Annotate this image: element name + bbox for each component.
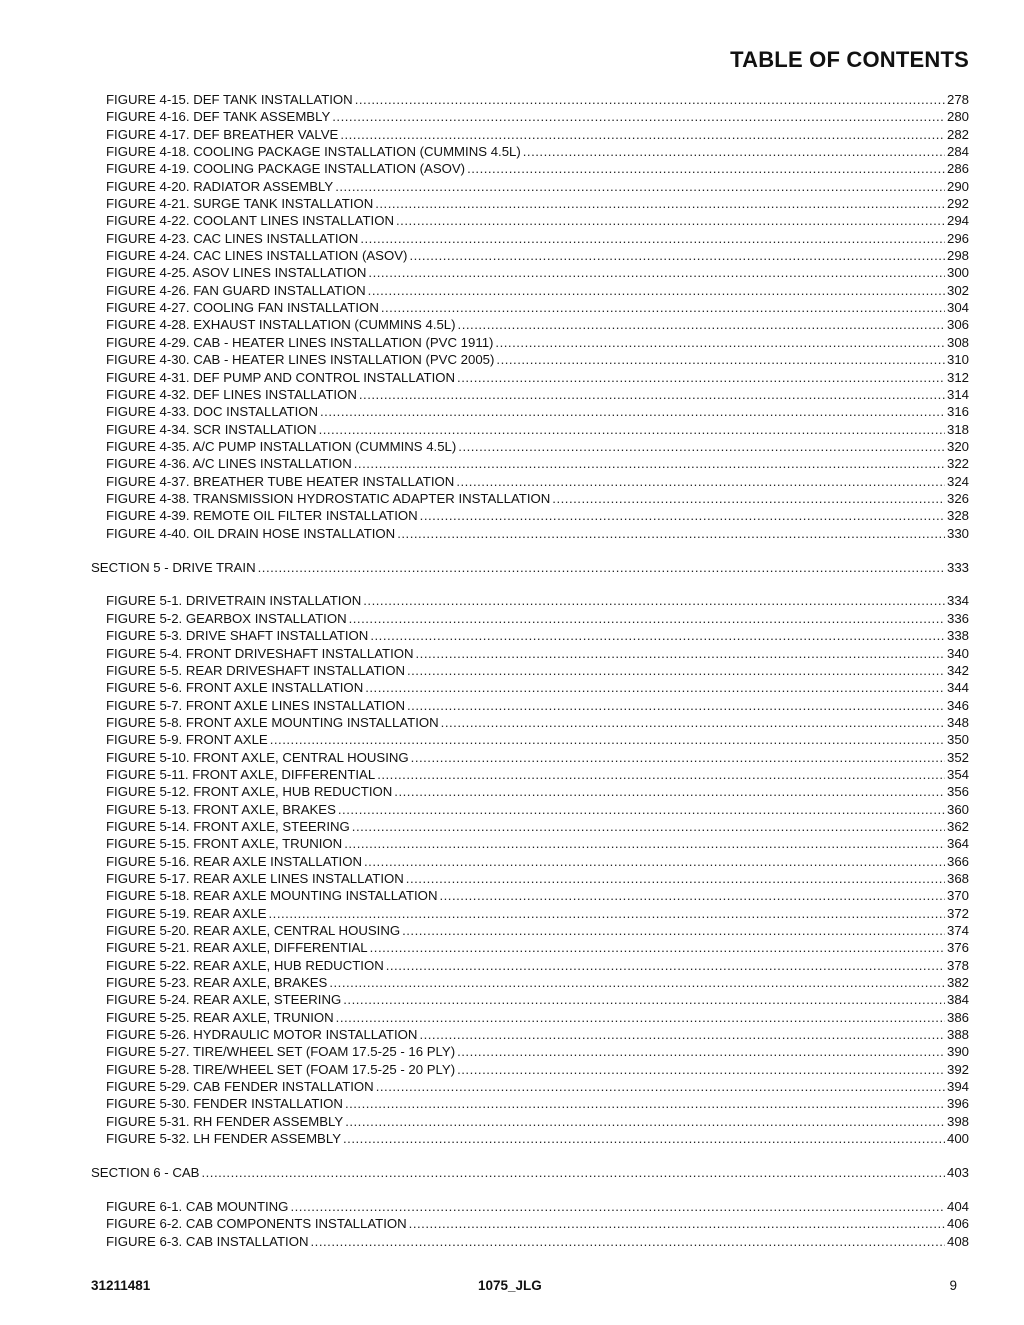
toc-entry-label: FIGURE 4-31. DEF PUMP AND CONTROL INSTALLATION: [106, 369, 456, 385]
toc-figure-entry[interactable]: [0, 1130, 1024, 1147]
toc-figure-entry[interactable]: [0, 714, 1024, 731]
toc-dot-leader: [336, 1009, 945, 1026]
toc-dot-leader: [319, 421, 945, 438]
toc-entry-label: FIGURE 5-22. REAR AXLE, HUB REDUCTION: [106, 957, 384, 973]
toc-figure-entry[interactable]: [0, 783, 1024, 800]
toc-entry-page: 304: [946, 300, 969, 316]
toc-dot-leader: [370, 939, 945, 956]
toc-figure-entry[interactable]: [0, 178, 1024, 195]
toc-dot-leader: [364, 853, 945, 870]
toc-entry-label: FIGURE 4-32. DEF LINES INSTALLATION: [106, 386, 357, 402]
toc-entry-page: 300: [946, 265, 969, 281]
toc-entry-label: FIGURE 5-1. DRIVETRAIN INSTALLATION: [106, 593, 362, 609]
toc-entry-page: 374: [946, 923, 969, 938]
toc-entry-page: 356: [946, 784, 969, 800]
toc-figure-entry[interactable]: [0, 421, 1024, 438]
toc-entry-page: 328: [946, 508, 969, 524]
toc-entry-label: FIGURE 4-18. COOLING PACKAGE INSTALLATION (CUMMINS 4.5L): [106, 144, 521, 160]
toc-dot-leader: [381, 299, 945, 316]
toc-dot-leader: [467, 160, 945, 177]
footer-page-number: 9: [949, 1278, 957, 1293]
toc-dot-leader: [396, 212, 945, 229]
toc-entry-page: 338: [946, 628, 969, 644]
toc-dot-leader: [345, 1113, 945, 1130]
toc-figure-entry[interactable]: [0, 212, 1024, 229]
toc-entry-page: 284: [946, 144, 969, 160]
toc-dot-leader: [411, 749, 945, 766]
toc-entry-page: 318: [946, 421, 969, 437]
toc-figure-entry[interactable]: [0, 1198, 1024, 1215]
toc-dot-leader: [332, 108, 945, 125]
toc-entry-page: 400: [946, 1131, 969, 1147]
toc-entry-page: 376: [946, 940, 969, 956]
toc-dot-leader: [416, 645, 945, 662]
toc-dot-leader: [458, 438, 945, 455]
toc-entry-label: FIGURE 4-34. SCR INSTALLATION: [106, 421, 317, 437]
toc-entry-page: 314: [946, 386, 969, 402]
toc-figure-entry[interactable]: [0, 438, 1024, 455]
toc-figure-entry[interactable]: [0, 991, 1024, 1008]
toc-entry-label: FIGURE 5-11. FRONT AXLE, DIFFERENTIAL: [106, 766, 376, 782]
toc-figure-entry[interactable]: [0, 662, 1024, 679]
toc-entry-page: 372: [946, 905, 969, 921]
toc-entry-label: FIGURE 5-15. FRONT AXLE, TRUNION: [106, 836, 343, 852]
toc-figure-entry[interactable]: [0, 610, 1024, 627]
toc-entry-label: FIGURE 5-10. FRONT AXLE, CENTRAL HOUSING: [106, 749, 409, 765]
toc-entry-label: FIGURE 5-12. FRONT AXLE, HUB REDUCTION: [106, 784, 393, 800]
toc-entry-page: 312: [946, 369, 969, 385]
toc-figure-entry[interactable]: [0, 870, 1024, 887]
toc-figure-entry[interactable]: [0, 697, 1024, 714]
toc-dot-leader: [270, 731, 945, 748]
toc-entry-page: 382: [946, 975, 969, 991]
table-of-contents: [0, 91, 1024, 1250]
toc-entry-label: FIGURE 6-3. CAB INSTALLATION: [106, 1233, 309, 1249]
toc-dot-leader: [376, 1078, 945, 1095]
toc-dot-leader: [343, 991, 945, 1008]
toc-entry-label: FIGURE 4-37. BREATHER TUBE HEATER INSTALLATION: [106, 473, 455, 489]
toc-figure-entry[interactable]: [0, 853, 1024, 870]
toc-figure-entry[interactable]: [0, 264, 1024, 281]
toc-entry-label: FIGURE 5-24. REAR AXLE, STEERING: [106, 992, 342, 1008]
toc-entry-label: SECTION 6 - CAB: [91, 1165, 200, 1181]
toc-dot-leader: [407, 697, 945, 714]
toc-entry-label: FIGURE 5-29. CAB FENDER INSTALLATION: [106, 1079, 374, 1095]
toc-dot-leader: [349, 610, 945, 627]
toc-entry-label: FIGURE 5-31. RH FENDER ASSEMBLY: [106, 1113, 344, 1129]
toc-dot-leader: [355, 91, 945, 108]
toc-dot-leader: [407, 662, 945, 679]
toc-dot-leader: [370, 627, 945, 644]
footer-model: 1075_JLG: [478, 1278, 542, 1293]
toc-entry-page: 340: [946, 645, 969, 661]
toc-dot-leader: [335, 178, 945, 195]
toc-entry-page: 394: [946, 1079, 969, 1095]
toc-figure-entry[interactable]: [0, 1026, 1024, 1043]
toc-entry-label: FIGURE 5-16. REAR AXLE INSTALLATION: [106, 853, 363, 869]
toc-entry-page: 384: [946, 992, 969, 1008]
toc-entry-page: 278: [946, 92, 969, 107]
toc-entry-label: FIGURE 5-32. LH FENDER ASSEMBLY: [106, 1131, 341, 1147]
toc-entry-page: 294: [946, 213, 969, 229]
toc-entry-label: FIGURE 5-19. REAR AXLE: [106, 905, 267, 921]
toc-entry-label: FIGURE 5-20. REAR AXLE, CENTRAL HOUSING: [106, 923, 401, 938]
toc-dot-leader: [201, 1164, 945, 1181]
toc-dot-leader: [377, 766, 945, 783]
footer-doc-number: 31211481: [91, 1278, 151, 1293]
toc-entry-page: 322: [946, 456, 969, 472]
toc-entry-page: 346: [946, 697, 969, 713]
toc-entry-page: 310: [946, 352, 969, 368]
toc-dot-leader: [375, 195, 945, 212]
toc-entry-label: FIGURE 4-21. SURGE TANK INSTALLATION: [106, 196, 374, 212]
toc-figure-entry[interactable]: [0, 1061, 1024, 1078]
toc-dot-leader: [359, 386, 945, 403]
toc-entry-label: FIGURE 4-35. A/C PUMP INSTALLATION (CUMMINS 4.5L): [106, 438, 457, 454]
toc-entry-label: FIGURE 5-8. FRONT AXLE MOUNTING INSTALLATION: [106, 714, 439, 730]
toc-dot-leader: [343, 1130, 945, 1147]
toc-entry-page: 388: [946, 1027, 969, 1043]
toc-figure-entry[interactable]: [0, 230, 1024, 247]
toc-entry-page: 290: [946, 178, 969, 194]
toc-entry-page: 306: [946, 317, 969, 333]
toc-entry-page: 392: [946, 1061, 969, 1077]
toc-entry-label: FIGURE 5-7. FRONT AXLE LINES INSTALLATION: [106, 697, 405, 713]
toc-entry-label: FIGURE 4-24. CAC LINES INSTALLATION (ASOV): [106, 248, 408, 264]
toc-entry-label: FIGURE 4-19. COOLING PACKAGE INSTALLATION (ASOV): [106, 161, 466, 177]
toc-entry-label: FIGURE 4-22. COOLANT LINES INSTALLATION: [106, 213, 394, 229]
toc-dot-leader: [457, 1043, 945, 1060]
toc-dot-leader: [368, 264, 945, 281]
toc-entry-page: 354: [946, 766, 969, 782]
toc-figure-entry[interactable]: [0, 645, 1024, 662]
toc-entry-label: FIGURE 4-16. DEF TANK ASSEMBLY: [106, 109, 331, 125]
toc-figure-entry[interactable]: [0, 592, 1024, 609]
toc-entry-page: 368: [946, 870, 969, 886]
toc-entry-label: FIGURE 5-30. FENDER INSTALLATION: [106, 1096, 343, 1112]
toc-entry-page: 350: [946, 732, 969, 748]
toc-entry-page: 344: [946, 680, 969, 696]
toc-figure-entry[interactable]: [0, 473, 1024, 490]
toc-entry-label: FIGURE 4-38. TRANSMISSION HYDROSTATIC ADAPTER INSTALLATION: [106, 490, 551, 506]
toc-dot-leader: [457, 1061, 945, 1078]
toc-entry-label: FIGURE 5-5. REAR DRIVESHAFT INSTALLATION: [106, 662, 405, 678]
toc-dot-leader: [340, 126, 945, 143]
toc-figure-entry[interactable]: [0, 455, 1024, 472]
toc-entry-label: FIGURE 5-17. REAR AXLE LINES INSTALLATION: [106, 870, 404, 886]
toc-dot-leader: [269, 905, 945, 922]
toc-figure-entry[interactable]: [0, 351, 1024, 368]
toc-dot-leader: [338, 801, 945, 818]
toc-entry-label: FIGURE 6-1. CAB MOUNTING: [106, 1199, 289, 1214]
toc-figure-entry[interactable]: [0, 887, 1024, 904]
toc-dot-leader: [552, 490, 945, 507]
toc-entry-page: 390: [946, 1044, 969, 1060]
toc-figure-entry[interactable]: [0, 766, 1024, 783]
toc-figure-entry[interactable]: [0, 369, 1024, 386]
toc-entry-page: 282: [946, 126, 969, 142]
toc-figure-entry[interactable]: [0, 1078, 1024, 1095]
toc-figure-entry[interactable]: [0, 749, 1024, 766]
toc-entry-page: 366: [946, 853, 969, 869]
toc-figure-entry[interactable]: [0, 143, 1024, 160]
toc-entry-page: 408: [946, 1233, 969, 1249]
toc-entry-page: 280: [946, 109, 969, 125]
toc-entry-page: 324: [946, 473, 969, 489]
toc-entry-label: FIGURE 4-15. DEF TANK INSTALLATION: [106, 92, 353, 107]
toc-entry-label: FIGURE 6-2. CAB COMPONENTS INSTALLATION: [106, 1216, 407, 1232]
toc-entry-label: FIGURE 5-14. FRONT AXLE, STEERING: [106, 818, 350, 834]
toc-entry-label: FIGURE 5-2. GEARBOX INSTALLATION: [106, 610, 347, 626]
toc-dot-leader: [419, 1026, 945, 1043]
toc-entry-label: FIGURE 4-28. EXHAUST INSTALLATION (CUMMINS 4.5L): [106, 317, 456, 333]
toc-dot-leader: [360, 230, 945, 247]
toc-entry-label: FIGURE 5-13. FRONT AXLE, BRAKES: [106, 801, 336, 817]
toc-dot-leader: [368, 282, 945, 299]
toc-entry-label: FIGURE 5-21. REAR AXLE, DIFFERENTIAL: [106, 940, 368, 956]
toc-entry-label: FIGURE 4-25. ASOV LINES INSTALLATION: [106, 265, 367, 281]
toc-entry-page: 326: [946, 490, 969, 506]
toc-figure-entry[interactable]: [0, 195, 1024, 212]
toc-dot-leader: [311, 1233, 945, 1250]
toc-entry-label: FIGURE 4-17. DEF BREATHER VALVE: [106, 126, 339, 142]
toc-entry-label: FIGURE 4-23. CAC LINES INSTALLATION: [106, 230, 359, 246]
toc-figure-entry[interactable]: [0, 403, 1024, 420]
toc-entry-label: FIGURE 5-9. FRONT AXLE: [106, 732, 268, 748]
toc-entry-label: FIGURE 4-36. A/C LINES INSTALLATION: [106, 456, 352, 472]
toc-figure-entry[interactable]: [0, 247, 1024, 264]
toc-entry-label: FIGURE 4-20. RADIATOR ASSEMBLY: [106, 178, 334, 194]
toc-figure-entry[interactable]: [0, 1009, 1024, 1026]
toc-entry-label: FIGURE 5-27. TIRE/WHEEL SET (FOAM 17.5-25 - 16 PLY): [106, 1044, 456, 1060]
toc-dot-leader: [439, 887, 945, 904]
toc-entry-label: FIGURE 5-25. REAR AXLE, TRUNION: [106, 1009, 334, 1025]
toc-entry-label: FIGURE 4-26. FAN GUARD INSTALLATION: [106, 282, 366, 298]
toc-dot-leader: [363, 592, 945, 609]
toc-figure-entry[interactable]: [0, 1095, 1024, 1112]
toc-entry-page: 308: [946, 334, 969, 350]
toc-figure-entry[interactable]: [0, 679, 1024, 696]
toc-entry-page: 336: [946, 610, 969, 626]
toc-figure-entry[interactable]: [0, 731, 1024, 748]
toc-figure-entry[interactable]: [0, 818, 1024, 835]
toc-dot-leader: [441, 714, 945, 731]
toc-dot-leader: [406, 870, 945, 887]
toc-dot-leader: [495, 334, 945, 351]
toc-entry-label: FIGURE 5-4. FRONT DRIVESHAFT INSTALLATION: [106, 645, 414, 661]
toc-entry-page: 352: [946, 749, 969, 765]
toc-entry-page: 362: [946, 818, 969, 834]
toc-entry-page: 404: [946, 1199, 969, 1214]
toc-figure-entry[interactable]: [0, 835, 1024, 852]
toc-entry-label: FIGURE 4-40. OIL DRAIN HOSE INSTALLATION: [106, 525, 396, 541]
toc-entry-page: 398: [946, 1113, 969, 1129]
toc-dot-leader: [420, 507, 945, 524]
toc-figure-entry[interactable]: [0, 922, 1024, 939]
toc-entry-label: FIGURE 5-26. HYDRAULIC MOTOR INSTALLATION: [106, 1027, 418, 1043]
toc-entry-page: 320: [946, 438, 969, 454]
toc-figure-entry[interactable]: [0, 1043, 1024, 1060]
toc-figure-entry[interactable]: [0, 957, 1024, 974]
toc-entry-page: 386: [946, 1009, 969, 1025]
toc-entry-page: 406: [946, 1216, 969, 1232]
toc-entry-page: 378: [946, 957, 969, 973]
page-title: TABLE OF CONTENTS: [730, 47, 969, 72]
toc-dot-leader: [409, 247, 945, 264]
toc-entry-page: 396: [946, 1096, 969, 1112]
toc-dot-leader: [386, 957, 945, 974]
toc-figure-entry[interactable]: [0, 1113, 1024, 1130]
toc-dot-leader: [344, 835, 945, 852]
toc-entry-page: 334: [946, 593, 969, 609]
toc-figure-entry[interactable]: [0, 334, 1024, 351]
toc-entry-label: FIGURE 5-18. REAR AXLE MOUNTING INSTALLATION: [106, 888, 438, 904]
toc-figure-entry[interactable]: [0, 316, 1024, 333]
toc-figure-entry[interactable]: [0, 939, 1024, 956]
toc-entry-label: SECTION 5 - DRIVE TRAIN: [91, 559, 256, 575]
toc-figure-entry[interactable]: [0, 386, 1024, 403]
toc-dot-leader: [352, 818, 945, 835]
toc-dot-leader: [458, 316, 945, 333]
toc-dot-leader: [456, 473, 945, 490]
toc-entry-page: 360: [946, 801, 969, 817]
toc-dot-leader: [523, 143, 945, 160]
toc-figure-entry[interactable]: [0, 525, 1024, 542]
toc-dot-leader: [496, 351, 945, 368]
toc-dot-leader: [258, 559, 945, 576]
toc-figure-entry[interactable]: [0, 282, 1024, 299]
toc-entry-label: FIGURE 4-29. CAB - HEATER LINES INSTALLATION (PVC 1911): [106, 334, 494, 350]
toc-entry-page: 316: [946, 404, 969, 420]
toc-entry-label: FIGURE 4-33. DOC INSTALLATION: [106, 404, 319, 420]
toc-figure-entry[interactable]: [0, 91, 1024, 108]
toc-figure-entry[interactable]: [0, 160, 1024, 177]
toc-dot-leader: [397, 525, 945, 542]
toc-entry-label: FIGURE 4-27. COOLING FAN INSTALLATION: [106, 300, 379, 316]
toc-figure-entry[interactable]: [0, 627, 1024, 644]
toc-figure-entry[interactable]: [0, 1215, 1024, 1232]
toc-entry-page: 403: [946, 1165, 969, 1181]
toc-entry-label: FIGURE 5-6. FRONT AXLE INSTALLATION: [106, 680, 364, 696]
toc-entry-label: FIGURE 5-28. TIRE/WHEEL SET (FOAM 17.5-25 - 20 PLY): [106, 1061, 456, 1077]
toc-dot-leader: [290, 1198, 945, 1215]
toc-dot-leader: [345, 1095, 945, 1112]
toc-entry-page: 298: [946, 248, 969, 264]
toc-entry-page: 333: [946, 559, 969, 575]
toc-dot-leader: [329, 974, 945, 991]
toc-figure-entry[interactable]: [0, 490, 1024, 507]
toc-dot-leader: [457, 369, 945, 386]
toc-dot-leader: [320, 403, 945, 420]
toc-figure-entry[interactable]: [0, 126, 1024, 143]
toc-figure-entry[interactable]: [0, 801, 1024, 818]
toc-entry-page: 296: [946, 230, 969, 246]
toc-entry-label: FIGURE 4-30. CAB - HEATER LINES INSTALLATION (PVC 2005): [106, 352, 495, 368]
toc-figure-entry[interactable]: [0, 974, 1024, 991]
toc-entry-page: 364: [946, 836, 969, 852]
toc-dot-leader: [365, 679, 945, 696]
toc-section-entry[interactable]: [0, 1164, 1024, 1181]
toc-entry-page: 286: [946, 161, 969, 177]
toc-entry-page: 330: [946, 525, 969, 541]
toc-entry-page: 370: [946, 888, 969, 904]
toc-figure-entry[interactable]: [0, 299, 1024, 316]
toc-figure-entry[interactable]: [0, 108, 1024, 125]
toc-dot-leader: [354, 455, 945, 472]
toc-entry-label: FIGURE 4-39. REMOTE OIL FILTER INSTALLATION: [106, 508, 418, 524]
toc-section-entry[interactable]: [0, 559, 1024, 576]
page-footer: [0, 1278, 1024, 1296]
toc-entry-page: 302: [946, 282, 969, 298]
toc-figure-entry[interactable]: [0, 905, 1024, 922]
toc-dot-leader: [394, 783, 945, 800]
toc-entry-label: FIGURE 5-23. REAR AXLE, BRAKES: [106, 975, 328, 991]
toc-figure-entry[interactable]: [0, 507, 1024, 524]
toc-entry-page: 292: [946, 196, 969, 212]
toc-dot-leader: [402, 922, 945, 939]
toc-entry-page: 348: [946, 714, 969, 730]
toc-dot-leader: [409, 1215, 945, 1232]
toc-entry-label: FIGURE 5-3. DRIVE SHAFT INSTALLATION: [106, 628, 369, 644]
toc-figure-entry[interactable]: [0, 1233, 1024, 1250]
toc-entry-page: 342: [946, 662, 969, 678]
